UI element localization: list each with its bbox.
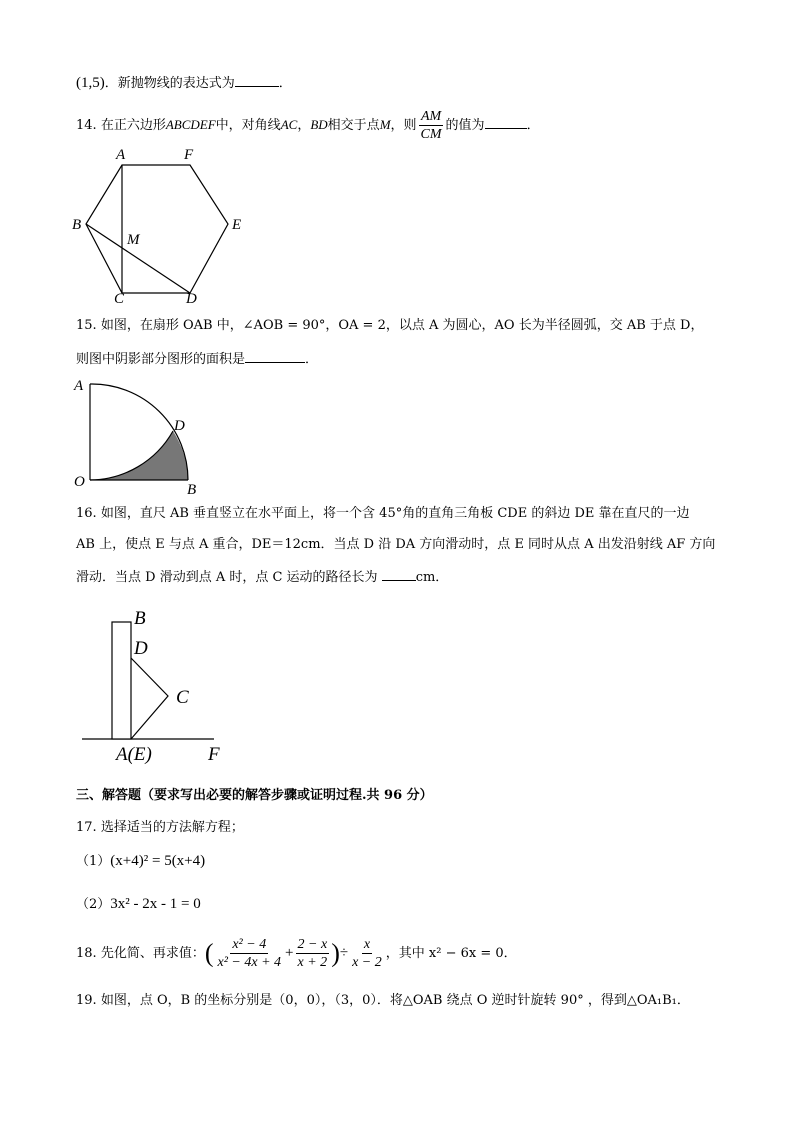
q15-end: ． xyxy=(305,352,319,367)
ruler-label-ae: A(E) xyxy=(116,744,152,765)
q15-line2 xyxy=(76,348,318,370)
q14-text-b: 中，对角线 xyxy=(215,118,281,133)
hexagon-figure xyxy=(70,140,250,310)
hex-label-b: B xyxy=(72,217,82,233)
q18-fraction-1 xyxy=(216,936,284,971)
q14-ac: AC xyxy=(280,117,298,132)
q18-frac2-num: 2 − x xyxy=(297,937,328,952)
q18-left-paren: ( xyxy=(204,938,214,968)
q15-answer-blank xyxy=(245,348,305,363)
ruler-label-f: F xyxy=(208,744,220,765)
q18-plus: + xyxy=(285,945,294,961)
q17-number: 17. xyxy=(76,820,97,835)
ruler-label-c: C xyxy=(176,687,189,708)
q14-text-a: 在正六边形 xyxy=(100,118,166,133)
q18-frac2-den: x + 2 xyxy=(297,955,328,970)
q16-line3 xyxy=(76,566,448,588)
ruler-label-d: D xyxy=(134,638,148,659)
q17-part2-equation: 3x² - 2x - 1 = 0 xyxy=(110,896,201,912)
q13-answer-blank xyxy=(235,72,279,87)
q15-text-2: 则图中阴影部分图形的面积是 xyxy=(76,352,246,367)
q19-number: 19. xyxy=(76,993,97,1008)
q13-tail-line xyxy=(76,72,292,94)
q19-line xyxy=(76,991,690,1011)
sector-label-a: A xyxy=(74,378,84,394)
q16-number: 16. xyxy=(76,506,97,521)
hexagon xyxy=(86,165,228,293)
q16-answer-blank xyxy=(382,566,416,581)
q18-fraction-2 xyxy=(296,936,330,971)
q18-line xyxy=(76,933,517,974)
q17-part1-equation: (x+4)² = 5(x+4) xyxy=(110,853,206,869)
q14-answer-blank xyxy=(485,114,527,129)
hex-label-m: M xyxy=(127,232,140,248)
shaded-region xyxy=(90,431,188,480)
q17-text: 选择适当的方法解方程； xyxy=(100,820,244,835)
q17-line xyxy=(76,818,244,838)
ruler-label-b: B xyxy=(134,608,146,629)
sector-label-b: B xyxy=(187,482,197,498)
q18-condition: ，其中 x² − 6x = 0． xyxy=(385,946,517,961)
q18-fraction-3 xyxy=(350,936,384,971)
q14-fraction xyxy=(419,108,444,143)
q13-point: (1,5) xyxy=(76,75,105,91)
hex-label-d: D xyxy=(186,291,197,307)
q15-text-1: 如图，在扇形 OAB 中，∠AOB = 90°，OA = 2，以点 A 为圆心，AO 长为半径圆弧，交 AB 于点 D， xyxy=(100,318,704,333)
q17-part2-label: （2） xyxy=(76,897,111,912)
section-3-title: 三、解答题（要求写出必要的解答步骤或证明过程.共 96 分） xyxy=(76,788,433,803)
q14-question xyxy=(76,108,540,143)
ruler xyxy=(112,622,131,739)
q15-number: 15. xyxy=(76,318,97,333)
q18-frac3-num: x xyxy=(363,937,371,952)
q14-frac-den: CM xyxy=(420,127,442,142)
q16-line2 xyxy=(76,535,715,555)
q18-divide: ÷ xyxy=(339,945,349,961)
q14-shape: ABCDEF xyxy=(165,117,216,132)
triangle-cde xyxy=(131,658,168,739)
q18-frac3-den: x − 2 xyxy=(352,955,382,970)
q15-line1 xyxy=(76,316,703,336)
q17-part1 xyxy=(76,851,205,872)
q18-number: 18. xyxy=(76,946,97,961)
q17-part1-label: （1） xyxy=(76,854,111,869)
q14-text-e: 的值为 xyxy=(445,118,485,133)
q18-right-paren: ) xyxy=(331,938,340,968)
q16-text-3: 滑动．当点 D 滑动到点 A 时，点 C 运动的路径长为 xyxy=(76,570,378,585)
q14-m: M xyxy=(379,117,391,132)
q14-frac-num: AM xyxy=(420,109,442,124)
q19-text: 如图，点 O，B 的坐标分别是（0，0），（3，0）．将△OAB 绕点 O 逆时针旋转 90° ，得到△OA₁B₁． xyxy=(100,993,690,1008)
q14-number: 14. xyxy=(76,118,97,133)
q14-end: ． xyxy=(526,118,540,133)
q18-text: 先化简、再求值： xyxy=(100,946,205,961)
q16-text-2: AB 上，使点 E 与点 A 重合，DE＝12cm．当点 D 沿 DA 方向滑动时，点 E 同时从点 A 出发沿射线 AF 方向 xyxy=(76,537,716,552)
sector-label-d: D xyxy=(174,418,185,434)
hex-label-e: E xyxy=(232,217,242,233)
q16-text-1: 如图，直尺 AB 垂直竖立在水平面上，将一个含 45°角的直角三角板 CDE 的斜边 DE 靠在直尺的一边 xyxy=(100,506,690,521)
q16-line1 xyxy=(76,504,690,524)
sector-label-o: O xyxy=(74,474,85,490)
ruler-figure xyxy=(76,600,246,770)
q16-unit: cm． xyxy=(415,570,449,585)
q18-frac1-num: x² − 4 xyxy=(232,937,267,952)
q17-part2 xyxy=(76,894,201,915)
hex-label-c: C xyxy=(114,291,125,307)
q13-text: ．新抛物线的表达式为 xyxy=(104,76,235,91)
q14-bd: BD xyxy=(310,117,328,132)
q14-text-d: ，则 xyxy=(390,118,417,133)
hex-label-f: F xyxy=(184,147,194,163)
q14-text-c: 相交于点 xyxy=(327,118,380,133)
q18-frac1-den: x² − 4x + 4 xyxy=(217,955,282,970)
sector-figure xyxy=(70,372,210,497)
hex-label-a: A xyxy=(116,147,126,163)
q13-end: ． xyxy=(278,76,292,91)
q14-comma: ， xyxy=(297,118,311,133)
